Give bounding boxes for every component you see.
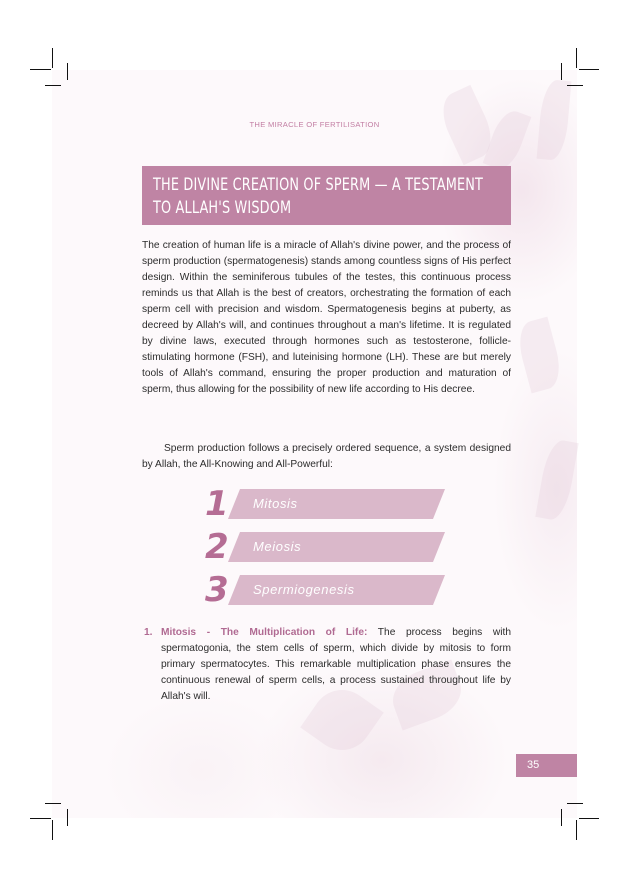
step-label: Spermiogenesis [253,582,355,597]
crop-mark [579,818,599,819]
crop-mark [67,63,68,80]
running-head: THE MIRACLE OF FERTILISATION [249,120,380,129]
intro-paragraph: The creation of human life is a miracle of Allah's divine power, and the process of sperm production (spermatogenesis) stands among countless signs of His perfect design. Within the seminiferous tubules of the testes, this continuous process reminds us that Allah is the best of creators, orchestrating the formation of each sperm cell with precision and wisdom. Spermatogenesis begins at puberty, as decreed by Allah's will, and continues throughout a man's lifetime. It is regulated by divine laws, executed through hormones such as testosterone, follicle-stimulating hormone (FSH), and luteinising hormone (LH). These are but merely tools of Allah's command, ensuring the proper production and maturation of sperm, thus allowing for the possibility of new life according to His decree. [142,240,511,396]
page-number: 35 [516,754,577,777]
numbered-list-item [142,625,511,705]
step-label: Meiosis [253,539,302,554]
list-body [161,625,511,705]
floral-decoration [514,317,566,394]
section-title: THE DIVINE CREATION OF SPERM — A TESTAMENT TO ALLAH'S WISDOM [153,175,484,217]
list-number: 1. [144,627,153,638]
step-item [205,570,455,610]
sequence-paragraph: Sperm production follows a precisely ordered sequence, a system designed by Allah, the All-Knowing and All-Powerful: [142,443,511,471]
crop-mark [52,820,53,840]
crop-mark [567,803,583,804]
step-item [205,527,455,567]
crop-mark [576,48,577,68]
step-label: Mitosis [253,496,298,511]
list-text: The process begins with spermatogonia, the stem cells of sperm, which divide by mitosis to form primary spermatocytes. This remarkable multiplication phase ensures the continuous renewal of sperm cells, a process sustained throughout life by Allah's will. [161,627,511,703]
section-title-band [142,166,511,225]
crop-mark [579,69,599,70]
list-lead: Mitosis - The Multiplication of Life: [161,627,368,638]
crop-mark [561,63,562,80]
crop-mark [567,85,583,86]
process-steps [205,484,455,618]
step-item [205,484,455,524]
step-number: 1 [205,484,227,524]
floral-decoration [483,107,532,174]
step-number: 2 [205,527,227,567]
crop-mark [561,809,562,826]
crop-mark [52,48,53,68]
crop-mark [45,803,61,804]
crop-mark [576,820,577,840]
floral-decoration [535,438,578,522]
crop-mark [67,809,68,826]
crop-mark [30,818,51,819]
step-number: 3 [205,570,227,610]
crop-mark [30,69,51,70]
crop-mark [45,85,61,86]
